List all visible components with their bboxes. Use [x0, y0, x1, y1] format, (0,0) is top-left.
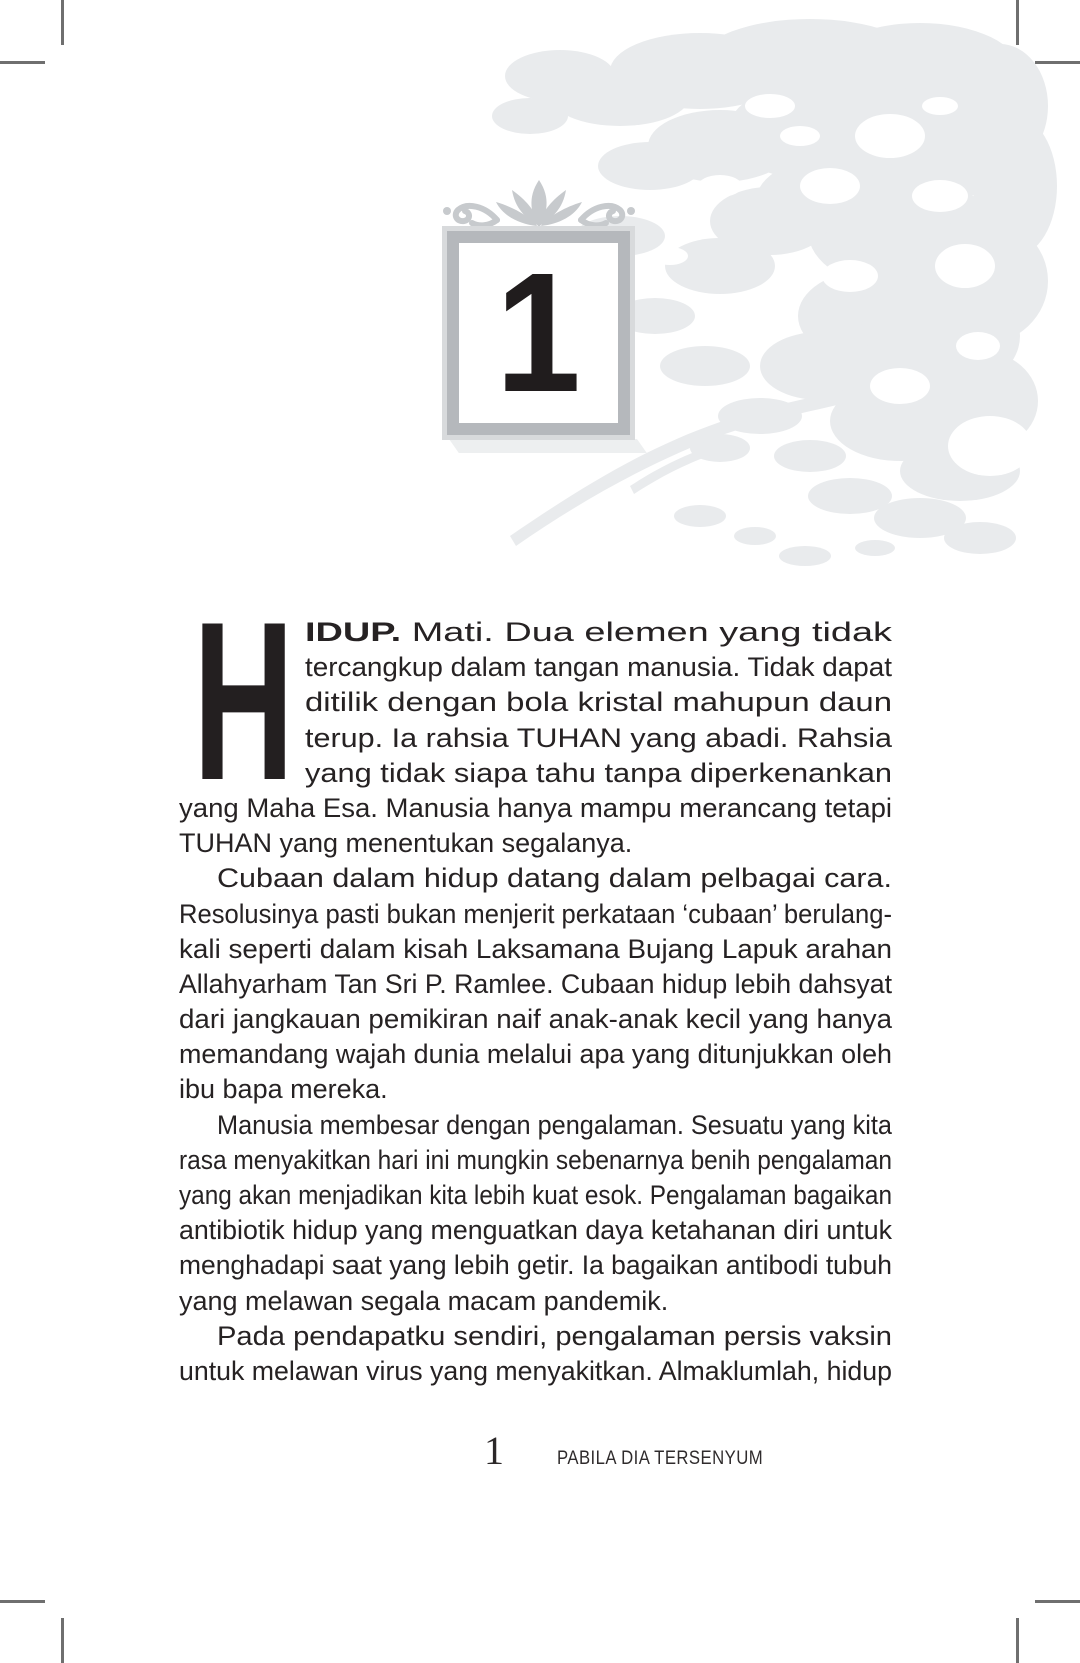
paragraph-line: ibu bapa mereka.	[179, 1074, 388, 1105]
paragraphs	[179, 574, 893, 1389]
crop-mark-bottom-right-horizontal	[1035, 1600, 1080, 1603]
drop-cap: H	[193, 574, 295, 827]
paragraph	[179, 861, 892, 1107]
page-number: 1	[484, 1428, 504, 1473]
paragraph-line: terup. Ia rahsia TUHAN yang abadi. Rahsia	[305, 722, 892, 753]
crop-mark-top-left-vertical	[61, 0, 64, 45]
paragraph-line: Cubaan dalam hidup datang dalam pelbagai cara.	[217, 863, 893, 894]
running-title: PABILA DIA TERSENYUM	[557, 1448, 764, 1469]
paragraph-line: Allahyarham Tan Sri P. Ramlee. Cubaan hidup lebih dahsyat	[179, 968, 892, 999]
flourish-icon	[433, 178, 645, 230]
paragraph-line: Pada pendapatku sendiri, pengalaman persis vaksin	[217, 1320, 892, 1351]
paragraph-line: rasa menyakitkan hari ini mungkin sebenarnya benih pengalaman	[179, 1144, 892, 1175]
crop-mark-bottom-right-vertical	[1016, 1618, 1019, 1663]
paragraph-line: yang Maha Esa. Manusia hanya mampu merancang tetapi	[179, 792, 892, 823]
paragraph-line: memandang wajah dunia melalui apa yang ditunjukkan oleh	[179, 1039, 892, 1070]
paragraph-line: menghadapi saat yang lebih getir. Ia bagaikan antibodi tubuh	[179, 1250, 892, 1281]
paragraph-line: yang melawan segala macam pandemik.	[179, 1285, 669, 1316]
paragraph	[179, 574, 893, 861]
paragraph-line: TUHAN yang menentukan segalanya.	[179, 828, 633, 859]
paragraph-line: kali seperti dalam kisah Laksamana Bujang Lapuk arahan	[179, 933, 892, 964]
chapter-frame-inner	[459, 238, 618, 428]
paragraph-line: tercangkup dalam tangan manusia. Tidak dapat	[305, 652, 893, 683]
paragraph-line: IDUP. Mati. Dua elemen yang tidak	[305, 617, 892, 647]
chapter-number: 1	[495, 238, 582, 428]
body-text	[179, 574, 893, 1389]
paragraph-line: ditilik dengan bola kristal mahupun daun	[305, 687, 892, 718]
paragraph-line: dari jangkauan pemikiran naif anak-anak kecil yang hanya	[179, 1004, 892, 1035]
chapter-number-frame	[442, 226, 635, 440]
paragraph-line: Resolusinya pasti bukan menjerit perkataan ‘cubaan’ berulang-	[179, 898, 892, 929]
paragraph-line: untuk melawan virus yang menyakitkan. Almaklumlah, hidup	[179, 1355, 892, 1386]
paragraph-line: Manusia membesar dengan pengalaman. Sesuatu yang kita	[217, 1109, 892, 1140]
paragraph-line: yang tidak siapa tahu tanpa diperkenankan	[305, 757, 892, 788]
paragraph-line: antibiotik hidup yang menguatkan daya ketahanan diri untuk	[179, 1215, 892, 1246]
frame-shadow	[449, 439, 647, 453]
paragraph	[179, 1108, 892, 1319]
crop-mark-bottom-left-horizontal	[0, 1600, 45, 1603]
crop-mark-top-left-horizontal	[0, 61, 45, 64]
crop-mark-bottom-left-vertical	[61, 1618, 64, 1663]
paragraph-line: yang akan menjadikan kita lebih kuat esok. Pengalaman bagaikan	[179, 1180, 892, 1210]
paragraph	[179, 1319, 892, 1389]
